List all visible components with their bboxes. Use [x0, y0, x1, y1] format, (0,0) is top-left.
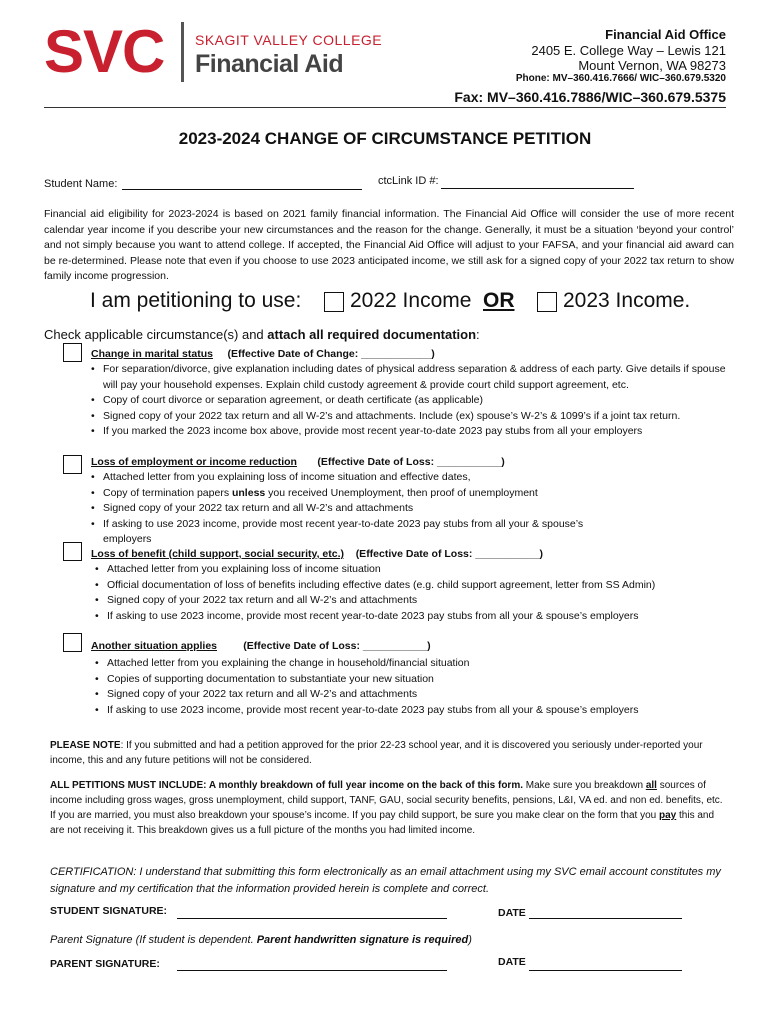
list-item: • If asking to use 2023 income, provide most recent year-to-date 2023 pay stubs from all your & spouse’s employers — [91, 517, 621, 548]
svc-logo: SVC — [44, 18, 165, 85]
marital-status-checkbox[interactable] — [63, 343, 82, 362]
benefit-loss-checkbox[interactable] — [63, 542, 82, 561]
or-label: OR — [483, 289, 515, 312]
student-signature-label: STUDENT SIGNATURE: — [50, 905, 168, 917]
list-item: • Signed copy of your 2022 tax return and all W-2’s and attachments — [91, 501, 621, 517]
option-2023-label: 2023 Income. — [563, 289, 691, 312]
all-emphasis: all — [645, 780, 657, 791]
student-name-field[interactable] — [122, 189, 362, 190]
employment-loss-checkbox[interactable] — [63, 455, 82, 474]
student-signature-field[interactable] — [177, 918, 447, 919]
parent-signature-label: PARENT SIGNATURE: — [50, 958, 160, 970]
parent-signature-note — [50, 934, 472, 946]
section-heading-benefit — [91, 548, 543, 560]
office-address-line-1: 2405 E. College Way – Lewis 121 — [531, 43, 726, 58]
list-item: • If asking to use 2023 income, provide most recent year-to-date 2023 pay stubs from all your & spouse’s employers — [95, 609, 735, 625]
section-heading-employment — [91, 456, 505, 468]
all-petitions-text: sources of income including gross wages, gross unemployment, child support, TANF, GAU, social security benefits, pensions, L&I, VA ed. and non ed. benefits, etc. If you are married, you must also breakdown your spouse’s income. If you pay child support, be sure you make clear on the form that you — [50, 780, 723, 821]
parent-signature-field[interactable] — [177, 970, 447, 971]
all-petitions-label: ALL PETITIONS MUST INCLUDE: A monthly breakdown of full year income on the back of this form. — [50, 780, 523, 791]
list-item: • Attached letter from you explaining loss of income situation and effective dates, — [91, 470, 621, 486]
parent-note-prefix: Parent Signature (If student is dependent. — [50, 934, 257, 946]
certification-text: CERTIFICATION: I understand that submitting this form electronically as an email attachment using my SVC email account constitutes my signature and my certification that the information provided herein is complete and correct. — [50, 866, 721, 895]
please-note-text: : If you submitted and had a petition approved for the prior 22-23 school year, and it is discovered you seriously under-reported your income, this and any future petitions will not be considered. — [50, 740, 703, 766]
all-petitions-text: this and are not receiving it. This breakdown gives us a full picture of the months you had limited income. — [50, 810, 715, 836]
list-item: • Copy of court divorce or separation agreement, or death certificate (as applicable) — [91, 393, 731, 409]
section-bullets-employment — [91, 470, 621, 548]
section-title: Change in marital status — [91, 348, 213, 360]
all-petitions-note — [50, 778, 730, 838]
list-item: • Signed copy of your 2022 tax return and all W-2’s and attachments — [95, 687, 735, 703]
section-title: Loss of employment or income reduction — [91, 456, 297, 468]
income-2022-checkbox[interactable] — [324, 292, 344, 312]
option-2022-label: 2022 Income — [350, 289, 472, 312]
effective-date-label: (Effective Date of Change: ____________) — [227, 348, 435, 360]
form-title: 2023-2024 CHANGE OF CIRCUMSTANCE PETITION — [178, 129, 592, 148]
list-item: • Signed copy of your 2022 tax return and all W-2’s and attachments. Include (ex) spouse’s W-2’s & 1099’s if a joint tax return. — [91, 409, 731, 425]
please-note — [50, 738, 730, 768]
instruction-prefix: Check applicable circumstance(s) and — [44, 327, 268, 342]
header-rule — [44, 107, 726, 108]
petition-prefix: I am petitioning to use: — [90, 289, 302, 312]
instruction-line — [44, 327, 480, 342]
office-address-line-2: Mount Vernon, WA 98273 — [578, 58, 726, 73]
list-item: • Copy of termination papers unless you received Unemployment, then proof of unemployment — [91, 486, 621, 502]
section-bullets-benefit — [95, 562, 735, 624]
office-title: Financial Aid Office — [605, 27, 726, 42]
logo-department: Financial Aid — [195, 50, 344, 78]
effective-date-label: (Effective Date of Loss: ___________) — [355, 548, 544, 560]
section-title: Another situation applies — [91, 640, 218, 652]
parent-note-suffix: ) — [468, 934, 472, 946]
instruction-bold: attach all required documentation — [267, 327, 477, 342]
instruction-suffix: : — [476, 327, 480, 342]
ctclink-label: ctcLink ID #: — [378, 175, 439, 187]
logo-college-name: SKAGIT VALLEY COLLEGE — [195, 32, 383, 48]
pay-emphasis: pay — [659, 810, 677, 821]
list-item: • Attached letter from you explaining the change in household/financial situation — [95, 656, 735, 672]
parent-date-label: DATE — [498, 956, 526, 968]
student-date-label: DATE — [498, 907, 526, 919]
office-fax: Fax: MV–360.416.7886/WIC–360.679.5375 — [454, 89, 726, 105]
list-item: • Signed copy of your 2022 tax return and all W-2’s and attachments — [95, 593, 735, 609]
section-heading-marital — [91, 348, 435, 360]
section-heading-other — [91, 640, 431, 652]
other-situation-checkbox[interactable] — [63, 633, 82, 652]
list-item: • Official documentation of loss of benefits including effective dates (e.g. child support agreement, letter from SS Admin) — [95, 578, 735, 594]
list-item: • If asking to use 2023 income, provide most recent year-to-date 2023 pay stubs from all your & spouse’s employers — [95, 703, 735, 719]
student-date-field[interactable] — [529, 918, 682, 919]
ctclink-id-field[interactable] — [441, 188, 634, 189]
list-item: • If you marked the 2023 income box above, provide most recent year-to-date 2023 pay stubs from all your employers — [91, 424, 731, 440]
section-bullets-marital — [91, 362, 731, 440]
parent-note-bold: Parent handwritten signature is required — [256, 934, 469, 946]
intro-paragraph: Financial aid eligibility for 2023-2024 is based on 2021 family financial information. The Financial Aid Office will consider the use of more recent calendar year income if you describe your new circumstances and the reason for the change. Generally, it must be a situation ‘beyond your control’ and not simply because you want to attend college. If accepted, the Financial Aid Office will adjust to your FAFSA, and your financial aid award can be re-determined. Please note that even if you choose to use 2023 anticipated income, we still ask for a signed copy of your 2022 tax return to show family income progression. — [44, 208, 734, 282]
effective-date-label: (Effective Date of Loss: ___________) — [243, 640, 431, 652]
section-bullets-other — [95, 656, 735, 718]
effective-date-label: (Effective Date of Loss: ___________) — [317, 456, 505, 468]
list-item: • For separation/divorce, give explanation including dates of physical address separation & address of each party. Give details if spouse will pay your household expenses. Explain child custody agreement & provide court child support agreement, etc. — [91, 362, 731, 393]
list-item: • Copies of supporting documentation to substantiate your new situation — [95, 672, 735, 688]
list-item: • Attached letter from you explaining loss of income situation — [95, 562, 735, 578]
parent-date-field[interactable] — [529, 970, 682, 971]
student-name-label: Student Name: — [44, 178, 118, 190]
section-title: Loss of benefit (child support, social security, etc.) — [91, 548, 345, 560]
office-phone: Phone: MV–360.416.7666/ WIC–360.679.5320 — [515, 73, 726, 84]
please-note-label: PLEASE NOTE — [50, 740, 121, 751]
logo-divider — [181, 22, 184, 82]
all-petitions-text: Make sure you breakdown — [523, 780, 646, 791]
income-2023-checkbox[interactable] — [537, 292, 557, 312]
